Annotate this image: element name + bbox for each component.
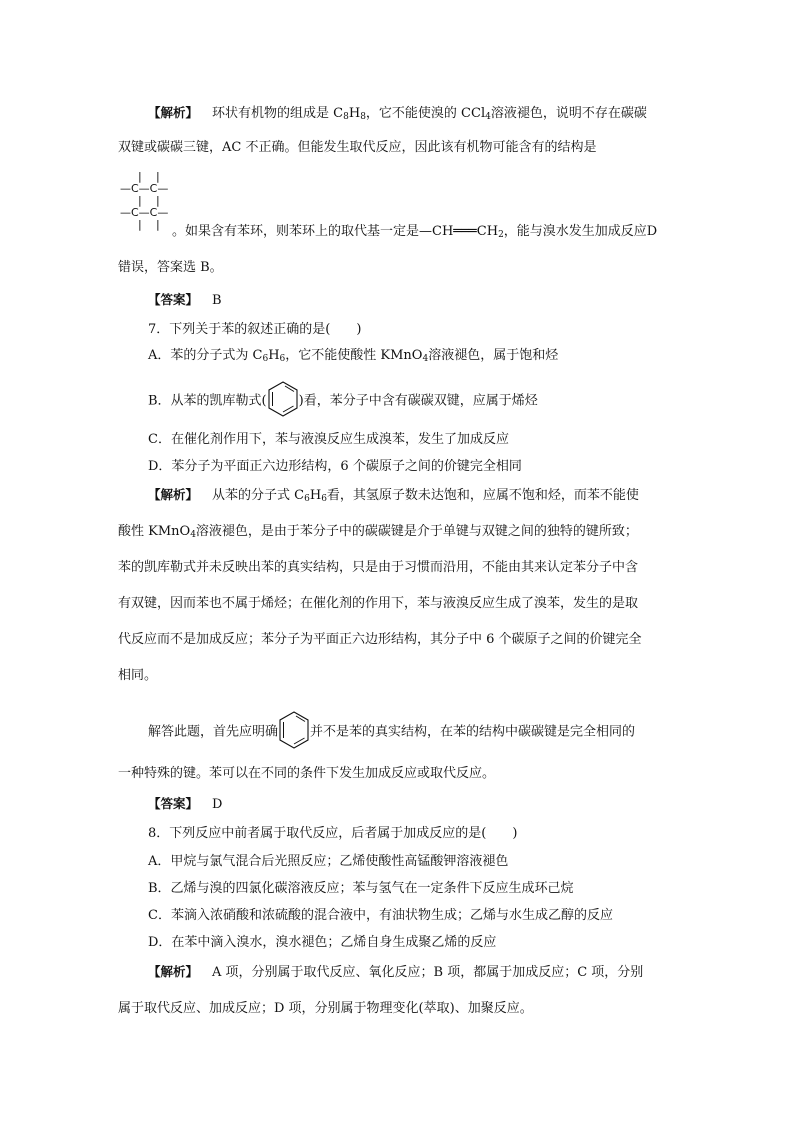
q6-analysis-line-2: 双键或碳碳三键，AC 不正确。但能发生取代反应，因此该有机物可能含有的结构是 — [118, 140, 597, 155]
q7-tip-line-1: 解答此题，首先应明确 并不是苯的真实结构，在苯的结构中碳碳键是完全相同的 — [148, 710, 635, 750]
q6-analysis-line-4: 错误，答案选 B。 — [118, 260, 223, 275]
q7-analysis-line-3: 苯的凯库勒式并未反映出苯的真实结构，只是由于习惯而沿用，不能由其来认定苯分子中含 — [118, 560, 639, 575]
q7-option-d: D．苯分子为平面正六边形结构，6 个碳原子之间的价键完全相同 — [148, 459, 522, 474]
q8-option-a: A．甲烷与氯气混合后光照反应；乙烯使酸性高锰酸钾溶液褪色 — [148, 854, 509, 869]
q7-tip-line-2: 一种特殊的键。苯可以在不同的条件下发生加成反应或取代反应。 — [118, 766, 496, 781]
q6-answer — [148, 290, 222, 308]
q7-stem: 7．下列关于苯的叙述正确的是( ) — [148, 322, 362, 337]
analysis-tag: 【解析】 — [148, 105, 199, 120]
q8-option-b: B．乙烯与溴的四氯化碳溶液反应；苯与氢气在一定条件下反应生成环己烷 — [148, 881, 574, 896]
benzene-kekule-icon — [267, 380, 299, 418]
q7-analysis-line-1: 【解析】 从苯的分子式 $C_6H_6$看，其氢原子数未达饱和，应属不饱和烃，而苯不能使 — [148, 487, 639, 504]
q8-option-c: C．苯滴入浓硝酸和浓硫酸的混合液中，有油状物生成；乙烯与水生成乙醇的反应 — [148, 908, 613, 923]
cyclobutane-structure: | | —C—C— | | —C—C— | | — [120, 170, 169, 231]
q7-option-a: A．苯的分子式为 $C_6H_6$，它不能使酸性 KMnO$_4$溶液褪色，属于饱和烃 — [148, 348, 559, 364]
q6-analysis-line-3: 。如果含有苯环，则苯环上的取代基一定是$—CH═══CH_2$，能与溴水发生加成反应D — [172, 224, 658, 240]
answer-value: B — [212, 293, 222, 308]
q8-analysis-line-2: 属于取代反应、加成反应；D 项，分别属于物理变化(萃取)、加聚反应。 — [118, 1001, 533, 1016]
answer-tag: 【答案】 — [148, 796, 199, 811]
answer-tag: 【答案】 — [148, 292, 199, 307]
q6-analysis-line-1: 【解析】 环状有机物的组成是 $C_8H_8$，它不能使溴的 CCl$_4$溶液褪色，说明不存在碳碳 — [148, 105, 647, 122]
answer-value: D — [212, 797, 223, 812]
q7-analysis-line-6: 相同。 — [118, 668, 158, 683]
benzene-kekule-icon — [278, 710, 310, 750]
q7-option-c: C．在催化剂作用下，苯与液溴反应生成溴苯，发生了加成反应 — [148, 432, 509, 447]
q8-option-d: D．在苯中滴入溴水，溴水褪色；乙烯自身生成聚乙烯的反应 — [148, 935, 497, 950]
q7-answer — [148, 794, 222, 812]
q7-option-b: B．从苯的凯库勒式( )看，苯分子中含有碳碳双键，应属于烯烃 — [148, 380, 538, 418]
q8-stem: 8．下列反应中前者属于取代反应，后者属于加成反应的是( ) — [148, 826, 518, 841]
q7-analysis-line-4: 有双键，因而苯也不属于烯烃；在催化剂的作用下，苯与液溴反应生成了溴苯，发生的是取 — [118, 596, 639, 611]
q8-analysis-line-1: 【解析】 A 项，分别属于取代反应、氧化反应；B 项，都属于加成反应；C 项，分别 — [148, 964, 644, 980]
q7-analysis-line-2: 酸性 KMnO$_4$溶液褪色，是由于苯分子中的碳碳键是介于单键与双键之间的独特的键所致； — [118, 524, 638, 540]
q7-analysis-line-5: 代反应而不是加成反应；苯分子为平面正六边形结构，其分子中 6 个碳原子之间的价键完全 — [118, 632, 642, 647]
analysis-tag: 【解析】 — [148, 487, 199, 502]
analysis-tag: 【解析】 — [148, 964, 199, 979]
